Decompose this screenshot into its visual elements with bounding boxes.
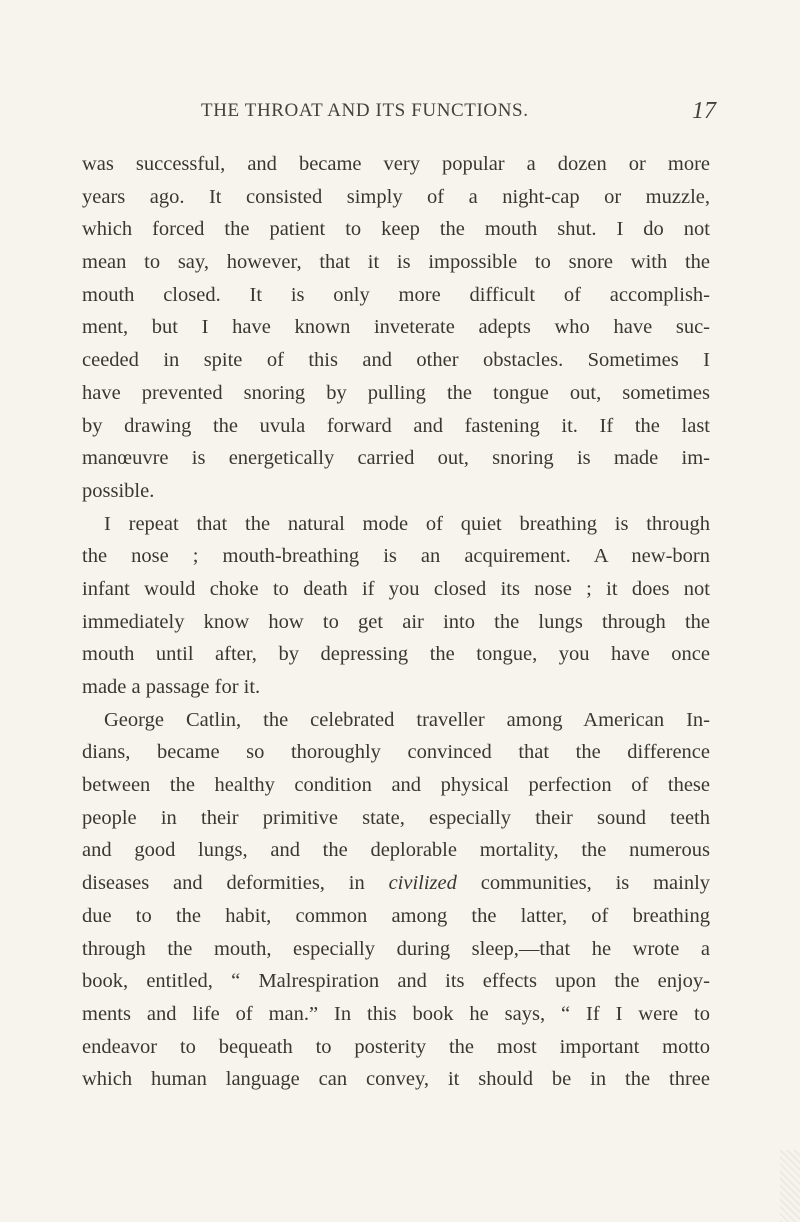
text-line-with-emphasis [82,867,710,900]
paper-texture [780,1150,800,1222]
text-line: immediately know how to get air into the lungs through the [82,610,710,633]
paragraph-1 [82,148,710,508]
text-line: mean to say, however, that it is impossible to snore with the [82,251,710,274]
text-line: and good lungs, and the deplorable mortality, the numerous [82,839,710,862]
text-line: between the healthy condition and physical perfection of these [82,774,710,797]
running-title: THE THROAT AND ITS FUNCTIONS. [201,100,529,121]
text-line: ment, but I have known inveterate adepts who have suc- [82,316,710,339]
text-line: possible. [82,479,155,502]
running-head [82,100,716,130]
text-line: mouth until after, by depressing the tongue, you have once [82,643,710,666]
page-number: 17 [692,98,716,124]
text-line: ceeded in spite of this and other obstacles. Sometimes I [82,349,710,372]
text-line: endeavor to bequeath to posterity the most important motto [82,1035,710,1058]
paragraph-3 [82,704,710,1096]
text-line: was successful, and became very popular a dozen or more [82,153,710,175]
text-segment: diseases and deformities, in [82,872,365,895]
text-line: ments and life of man.” In this book he says, “ If I were to [82,1002,710,1025]
text-line: dians, became so thoroughly convinced that the difference [82,741,710,764]
text-line: people in their primitive state, especially their sound teeth [82,806,710,829]
text-line: which forced the patient to keep the mouth shut. I do not [82,218,710,241]
paragraph-2 [82,508,710,704]
body-text [82,148,710,1096]
text-line: mouth closed. It is only more difficult of accomplish- [82,283,710,306]
text-segment: communities, is mainly [480,872,710,895]
text-line: the nose ; mouth-breathing is an acquirement. A new-born [82,545,710,568]
text-line: I repeat that the natural mode of quiet breathing is through [104,512,710,535]
text-line: have prevented snoring by pulling the tongue out, sometimes [82,381,710,404]
text-line: through the mouth, especially during sleep,—that he wrote a [82,937,710,960]
text-line: years ago. It consisted simply of a night-cap or muzzle, [82,185,710,208]
text-line: book, entitled, “ Malrespiration and its effects upon the enjoy- [82,970,710,993]
text-line: which human language can convey, it should be in the three [82,1068,710,1091]
text-line: manœuvre is energetically carried out, snoring is made im- [82,447,710,470]
text-line: infant would choke to death if you closed its nose ; it does not [82,577,710,600]
text-line: due to the habit, common among the latter, of breathing [82,904,710,927]
text-line: made a passage for it. [82,676,261,698]
emphasized-word: civilized [388,872,457,895]
text-line: by drawing the uvula forward and fastening it. If the last [82,414,710,437]
text-line: George Catlin, the celebrated traveller among American In- [104,708,710,731]
